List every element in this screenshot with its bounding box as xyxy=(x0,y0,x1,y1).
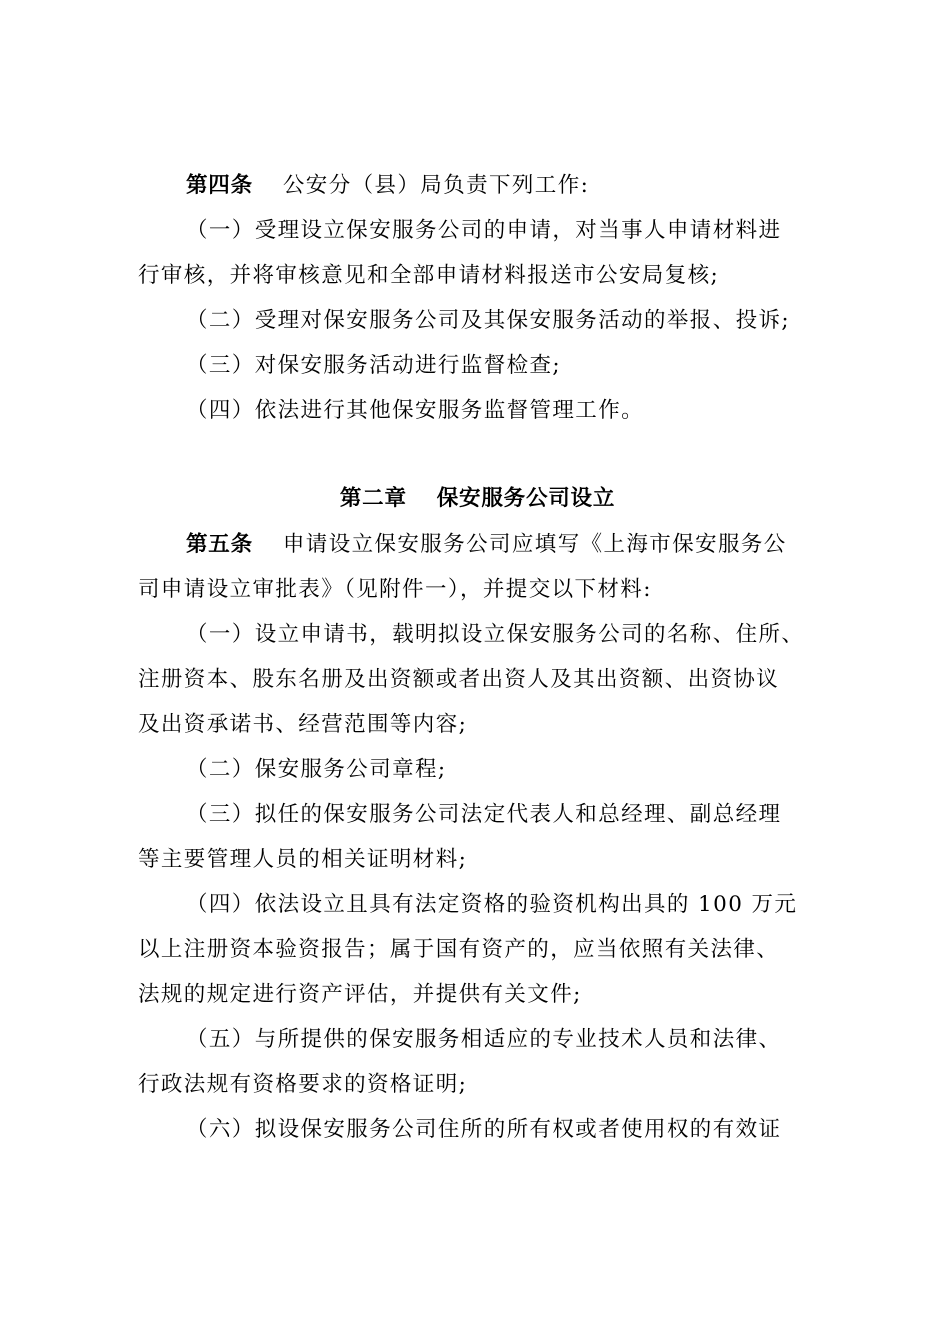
article-5-label: 第五条 xyxy=(186,532,253,557)
article-5-item-5-line-2: 行政法规有资格要求的资格证明; xyxy=(138,1072,468,1097)
article-5-item-3-line-2: 等主要管理人员的相关证明材料; xyxy=(138,847,468,872)
article-5-item-1-line-2: 注册资本、股东名册及出资额或者出资人及其出资额、出资协议 xyxy=(138,667,780,692)
chapter-number: 第二章 xyxy=(339,486,407,511)
article-5-item-4-line-2: 以上注册资本验资报告；属于国有资产的，应当依照有关法律、 xyxy=(138,937,780,962)
article-4-item-1-line-2: 行审核，并将审核意见和全部申请材料报送市公安局复核; xyxy=(138,263,720,288)
article-5-item-3-line-1: （三）拟任的保安服务公司法定代表人和总经理、副总经理 xyxy=(186,802,782,827)
article-4-text: 公安分（县）局负责下列工作: xyxy=(282,173,590,198)
article-5-item-1-line-1: （一）设立申请书，载明拟设立保安服务公司的名称、住所、 xyxy=(186,622,805,647)
article-5-item-5-line-1: （五）与所提供的保安服务相适应的专业技术人员和法律、 xyxy=(186,1027,782,1052)
article-5-item-6-line-1: （六）拟设保安服务公司住所的所有权或者使用权的有效证 xyxy=(186,1117,782,1142)
article-5-heading xyxy=(186,530,787,560)
article-5-text-line-1: 申请设立保安服务公司应填写《上海市保安服务公 xyxy=(282,532,787,557)
article-4-item-3: （三）对保安服务活动进行监督检查; xyxy=(186,353,562,378)
article-5-item-4-line-1: （四）依法设立且具有法定资格的验资机构出具的 100 万元 xyxy=(186,892,798,917)
article-4-heading xyxy=(186,171,589,201)
article-4-item-2: （二）受理对保安服务公司及其保安服务活动的举报、投诉; xyxy=(186,308,791,333)
article-4-item-4: （四）依法进行其他保安服务监督管理工作。 xyxy=(186,398,645,423)
article-4-label: 第四条 xyxy=(186,173,253,198)
article-5-item-1-line-3: 及出资承诺书、经营范围等内容; xyxy=(138,712,468,737)
article-5-item-4-line-3: 法规的规定进行资产评估，并提供有关文件; xyxy=(138,982,582,1007)
chapter-heading xyxy=(0,484,950,514)
article-5-text-line-2: 司申请设立审批表》（见附件一），并提交以下材料: xyxy=(138,577,652,602)
article-5-item-2: （二）保安服务公司章程; xyxy=(186,757,447,782)
article-4-item-1-line-1: （一）受理设立保安服务公司的申请，对当事人申请材料进 xyxy=(186,218,782,243)
chapter-title: 保安服务公司设立 xyxy=(436,486,616,511)
